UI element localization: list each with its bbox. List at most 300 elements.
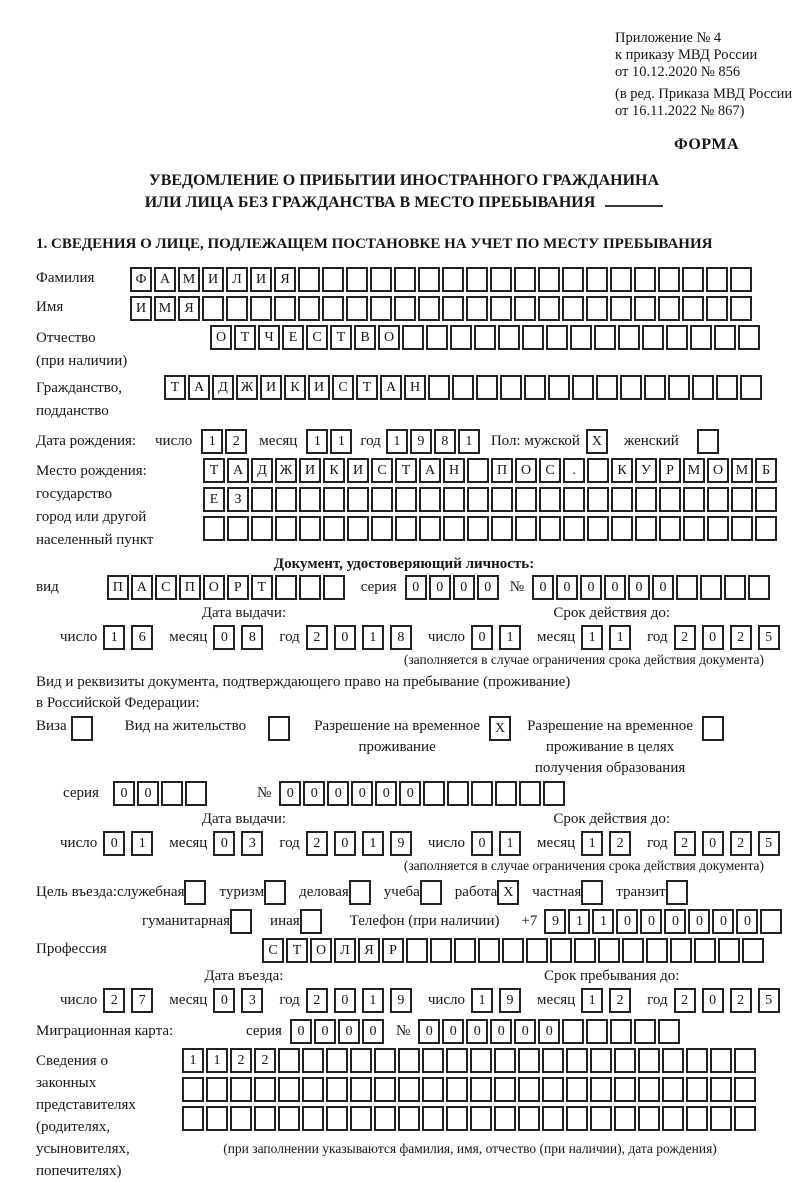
char-cell[interactable]: [346, 296, 368, 321]
char-cell[interactable]: М: [178, 267, 200, 292]
char-cell[interactable]: [702, 716, 724, 741]
char-cell[interactable]: [730, 267, 752, 292]
char-cell[interactable]: [570, 325, 592, 350]
char-cell[interactable]: 0: [532, 575, 554, 600]
char-cell[interactable]: [659, 516, 681, 541]
char-cell[interactable]: [694, 938, 716, 963]
char-cell[interactable]: [542, 1048, 564, 1073]
char-cell[interactable]: [638, 1106, 660, 1131]
char-cell[interactable]: 2: [306, 625, 328, 650]
char-cell[interactable]: [522, 325, 544, 350]
char-cell[interactable]: [227, 516, 249, 541]
char-cell[interactable]: [398, 1106, 420, 1131]
char-cell[interactable]: 0: [471, 831, 493, 856]
char-cell[interactable]: А: [131, 575, 153, 600]
char-cell[interactable]: [298, 267, 320, 292]
char-cell[interactable]: 0: [442, 1019, 464, 1044]
char-cell[interactable]: [446, 1106, 468, 1131]
char-cell[interactable]: [420, 880, 442, 905]
char-cell[interactable]: С: [332, 375, 354, 400]
char-cell[interactable]: [395, 487, 417, 512]
char-cell[interactable]: 0: [103, 831, 125, 856]
char-cell[interactable]: [548, 375, 570, 400]
char-cell[interactable]: [274, 296, 296, 321]
char-cell[interactable]: [206, 1077, 228, 1102]
char-cell[interactable]: 2: [306, 988, 328, 1013]
char-cell[interactable]: М: [154, 296, 176, 321]
char-cell[interactable]: Е: [203, 487, 225, 512]
char-cell[interactable]: [302, 1077, 324, 1102]
char-cell[interactable]: [350, 1106, 372, 1131]
char-cell[interactable]: О: [203, 575, 225, 600]
char-cell[interactable]: 6: [131, 625, 153, 650]
char-cell[interactable]: 2: [306, 831, 328, 856]
char-cell[interactable]: [322, 267, 344, 292]
char-cell[interactable]: 1: [182, 1048, 204, 1073]
char-cell[interactable]: 0: [556, 575, 578, 600]
char-cell[interactable]: 0: [736, 909, 758, 934]
char-cell[interactable]: X: [489, 716, 511, 741]
char-cell[interactable]: [494, 1106, 516, 1131]
char-cell[interactable]: 2: [674, 625, 696, 650]
char-cell[interactable]: О: [515, 458, 537, 483]
char-cell[interactable]: [467, 458, 489, 483]
char-cell[interactable]: [476, 375, 498, 400]
char-cell[interactable]: [614, 1077, 636, 1102]
char-cell[interactable]: [718, 938, 740, 963]
char-cell[interactable]: [419, 487, 441, 512]
char-cell[interactable]: [371, 487, 393, 512]
char-cell[interactable]: З: [227, 487, 249, 512]
char-cell[interactable]: [566, 1077, 588, 1102]
char-cell[interactable]: [494, 1077, 516, 1102]
char-cell[interactable]: [264, 880, 286, 905]
char-cell[interactable]: П: [179, 575, 201, 600]
char-cell[interactable]: X: [497, 880, 519, 905]
char-cell[interactable]: 0: [453, 575, 475, 600]
char-cell[interactable]: 2: [230, 1048, 252, 1073]
char-cell[interactable]: [594, 325, 616, 350]
char-cell[interactable]: [278, 1106, 300, 1131]
char-cell[interactable]: [760, 909, 782, 934]
char-cell[interactable]: 8: [390, 625, 412, 650]
char-cell[interactable]: Д: [212, 375, 234, 400]
char-cell[interactable]: [422, 1048, 444, 1073]
char-cell[interactable]: [302, 1048, 324, 1073]
char-cell[interactable]: 0: [279, 781, 301, 806]
char-cell[interactable]: С: [371, 458, 393, 483]
char-cell[interactable]: 0: [702, 831, 724, 856]
char-cell[interactable]: [326, 1106, 348, 1131]
char-cell[interactable]: 2: [674, 988, 696, 1013]
char-cell[interactable]: И: [347, 458, 369, 483]
char-cell[interactable]: [323, 575, 345, 600]
char-cell[interactable]: [278, 1077, 300, 1102]
char-cell[interactable]: [734, 1077, 756, 1102]
char-cell[interactable]: [422, 1077, 444, 1102]
char-cell[interactable]: [430, 938, 452, 963]
char-cell[interactable]: К: [323, 458, 345, 483]
char-cell[interactable]: [447, 781, 469, 806]
char-cell[interactable]: М: [731, 458, 753, 483]
char-cell[interactable]: [184, 880, 206, 905]
char-cell[interactable]: [614, 1106, 636, 1131]
char-cell[interactable]: 1: [103, 625, 125, 650]
char-cell[interactable]: О: [310, 938, 332, 963]
char-cell[interactable]: [566, 1048, 588, 1073]
char-cell[interactable]: 3: [241, 988, 263, 1013]
char-cell[interactable]: И: [308, 375, 330, 400]
char-cell[interactable]: [467, 516, 489, 541]
char-cell[interactable]: [755, 516, 777, 541]
char-cell[interactable]: 0: [351, 781, 373, 806]
char-cell[interactable]: [299, 516, 321, 541]
char-cell[interactable]: [275, 516, 297, 541]
char-cell[interactable]: [734, 1048, 756, 1073]
char-cell[interactable]: [706, 267, 728, 292]
char-cell[interactable]: [563, 487, 585, 512]
char-cell[interactable]: 1: [592, 909, 614, 934]
char-cell[interactable]: [350, 1048, 372, 1073]
char-cell[interactable]: [697, 429, 719, 454]
char-cell[interactable]: [683, 487, 705, 512]
char-cell[interactable]: [642, 325, 664, 350]
char-cell[interactable]: [467, 487, 489, 512]
char-cell[interactable]: 0: [137, 781, 159, 806]
char-cell[interactable]: С: [539, 458, 561, 483]
char-cell[interactable]: Д: [251, 458, 273, 483]
char-cell[interactable]: 1: [362, 831, 384, 856]
char-cell[interactable]: Т: [356, 375, 378, 400]
char-cell[interactable]: [398, 1048, 420, 1073]
char-cell[interactable]: [374, 1106, 396, 1131]
char-cell[interactable]: [299, 575, 321, 600]
char-cell[interactable]: [182, 1106, 204, 1131]
char-cell[interactable]: 0: [688, 909, 710, 934]
char-cell[interactable]: [419, 516, 441, 541]
char-cell[interactable]: [471, 781, 493, 806]
char-cell[interactable]: [418, 267, 440, 292]
char-cell[interactable]: [686, 1048, 708, 1073]
char-cell[interactable]: [538, 267, 560, 292]
char-cell[interactable]: [490, 296, 512, 321]
char-cell[interactable]: [443, 516, 465, 541]
char-cell[interactable]: 0: [429, 575, 451, 600]
char-cell[interactable]: 0: [362, 1019, 384, 1044]
char-cell[interactable]: Т: [234, 325, 256, 350]
char-cell[interactable]: [347, 487, 369, 512]
char-cell[interactable]: 9: [390, 831, 412, 856]
char-cell[interactable]: X: [586, 429, 608, 454]
char-cell[interactable]: [658, 267, 680, 292]
char-cell[interactable]: [394, 267, 416, 292]
char-cell[interactable]: И: [202, 267, 224, 292]
char-cell[interactable]: 2: [730, 625, 752, 650]
char-cell[interactable]: 0: [303, 781, 325, 806]
char-cell[interactable]: [731, 487, 753, 512]
char-cell[interactable]: О: [378, 325, 400, 350]
char-cell[interactable]: [700, 575, 722, 600]
char-cell[interactable]: [662, 1048, 684, 1073]
char-cell[interactable]: [543, 781, 565, 806]
char-cell[interactable]: 0: [418, 1019, 440, 1044]
char-cell[interactable]: 9: [410, 429, 432, 454]
char-cell[interactable]: Т: [395, 458, 417, 483]
char-cell[interactable]: [706, 296, 728, 321]
char-cell[interactable]: [683, 516, 705, 541]
char-cell[interactable]: [572, 375, 594, 400]
char-cell[interactable]: [590, 1077, 612, 1102]
char-cell[interactable]: М: [683, 458, 705, 483]
char-cell[interactable]: [466, 267, 488, 292]
char-cell[interactable]: [371, 516, 393, 541]
char-cell[interactable]: [542, 1106, 564, 1131]
char-cell[interactable]: О: [707, 458, 729, 483]
char-cell[interactable]: 0: [604, 575, 626, 600]
char-cell[interactable]: А: [227, 458, 249, 483]
char-cell[interactable]: [470, 1077, 492, 1102]
char-cell[interactable]: [550, 938, 572, 963]
char-cell[interactable]: 2: [730, 831, 752, 856]
char-cell[interactable]: [230, 909, 252, 934]
char-cell[interactable]: [185, 781, 207, 806]
char-cell[interactable]: П: [107, 575, 129, 600]
char-cell[interactable]: 0: [314, 1019, 336, 1044]
char-cell[interactable]: [587, 458, 609, 483]
char-cell[interactable]: 2: [730, 988, 752, 1013]
char-cell[interactable]: [707, 516, 729, 541]
char-cell[interactable]: [635, 487, 657, 512]
char-cell[interactable]: [539, 516, 561, 541]
char-cell[interactable]: [71, 716, 93, 741]
char-cell[interactable]: 5: [758, 831, 780, 856]
char-cell[interactable]: [402, 325, 424, 350]
char-cell[interactable]: 0: [640, 909, 662, 934]
char-cell[interactable]: 1: [362, 988, 384, 1013]
char-cell[interactable]: [230, 1106, 252, 1131]
char-cell[interactable]: [742, 938, 764, 963]
char-cell[interactable]: [346, 267, 368, 292]
char-cell[interactable]: [370, 267, 392, 292]
char-cell[interactable]: [610, 267, 632, 292]
char-cell[interactable]: 2: [225, 429, 247, 454]
char-cell[interactable]: А: [380, 375, 402, 400]
char-cell[interactable]: У: [635, 458, 657, 483]
char-cell[interactable]: [514, 296, 536, 321]
char-cell[interactable]: 2: [254, 1048, 276, 1073]
char-cell[interactable]: [202, 296, 224, 321]
char-cell[interactable]: [443, 487, 465, 512]
char-cell[interactable]: 0: [334, 831, 356, 856]
char-cell[interactable]: [662, 1106, 684, 1131]
char-cell[interactable]: [275, 487, 297, 512]
char-cell[interactable]: [515, 487, 537, 512]
char-cell[interactable]: [590, 1048, 612, 1073]
char-cell[interactable]: [446, 1048, 468, 1073]
char-cell[interactable]: [610, 1019, 632, 1044]
char-cell[interactable]: [686, 1077, 708, 1102]
char-cell[interactable]: [491, 487, 513, 512]
char-cell[interactable]: [470, 1106, 492, 1131]
char-cell[interactable]: К: [611, 458, 633, 483]
char-cell[interactable]: [250, 296, 272, 321]
char-cell[interactable]: [422, 1106, 444, 1131]
char-cell[interactable]: 8: [241, 625, 263, 650]
char-cell[interactable]: Ж: [275, 458, 297, 483]
char-cell[interactable]: [466, 296, 488, 321]
char-cell[interactable]: 1: [499, 831, 521, 856]
char-cell[interactable]: [254, 1106, 276, 1131]
char-cell[interactable]: 1: [581, 831, 603, 856]
char-cell[interactable]: [738, 325, 760, 350]
char-cell[interactable]: 1: [306, 429, 328, 454]
char-cell[interactable]: [326, 1077, 348, 1102]
char-cell[interactable]: 1: [330, 429, 352, 454]
char-cell[interactable]: [734, 1106, 756, 1131]
char-cell[interactable]: [518, 1048, 540, 1073]
char-cell[interactable]: 0: [514, 1019, 536, 1044]
char-cell[interactable]: [618, 325, 640, 350]
char-cell[interactable]: [406, 938, 428, 963]
char-cell[interactable]: [748, 575, 770, 600]
char-cell[interactable]: 2: [609, 831, 631, 856]
char-cell[interactable]: 2: [674, 831, 696, 856]
char-cell[interactable]: [278, 1048, 300, 1073]
char-cell[interactable]: [394, 296, 416, 321]
char-cell[interactable]: [515, 516, 537, 541]
char-cell[interactable]: [638, 1048, 660, 1073]
char-cell[interactable]: [724, 575, 746, 600]
char-cell[interactable]: 0: [399, 781, 421, 806]
char-cell[interactable]: [203, 516, 225, 541]
char-cell[interactable]: 0: [334, 988, 356, 1013]
char-cell[interactable]: 7: [131, 988, 153, 1013]
char-cell[interactable]: [226, 296, 248, 321]
char-cell[interactable]: [710, 1048, 732, 1073]
char-cell[interactable]: [562, 267, 584, 292]
char-cell[interactable]: 0: [213, 831, 235, 856]
char-cell[interactable]: [566, 1106, 588, 1131]
char-cell[interactable]: О: [210, 325, 232, 350]
char-cell[interactable]: .: [563, 458, 585, 483]
char-cell[interactable]: [374, 1048, 396, 1073]
char-cell[interactable]: 0: [113, 781, 135, 806]
char-cell[interactable]: [323, 516, 345, 541]
char-cell[interactable]: 5: [758, 625, 780, 650]
char-cell[interactable]: Т: [203, 458, 225, 483]
char-cell[interactable]: [526, 938, 548, 963]
char-cell[interactable]: [450, 325, 472, 350]
char-cell[interactable]: [574, 938, 596, 963]
char-cell[interactable]: [634, 267, 656, 292]
char-cell[interactable]: Л: [226, 267, 248, 292]
char-cell[interactable]: 9: [390, 988, 412, 1013]
char-cell[interactable]: 0: [327, 781, 349, 806]
char-cell[interactable]: 1: [568, 909, 590, 934]
char-cell[interactable]: 1: [581, 988, 603, 1013]
char-cell[interactable]: С: [306, 325, 328, 350]
char-cell[interactable]: 0: [664, 909, 686, 934]
char-cell[interactable]: [662, 1077, 684, 1102]
char-cell[interactable]: [587, 487, 609, 512]
char-cell[interactable]: [370, 296, 392, 321]
char-cell[interactable]: П: [491, 458, 513, 483]
char-cell[interactable]: [638, 1077, 660, 1102]
char-cell[interactable]: [470, 1048, 492, 1073]
char-cell[interactable]: 9: [499, 988, 521, 1013]
char-cell[interactable]: [518, 1106, 540, 1131]
char-cell[interactable]: [586, 267, 608, 292]
char-cell[interactable]: [658, 1019, 680, 1044]
char-cell[interactable]: [299, 487, 321, 512]
char-cell[interactable]: И: [250, 267, 272, 292]
char-cell[interactable]: Л: [334, 938, 356, 963]
char-cell[interactable]: Я: [358, 938, 380, 963]
char-cell[interactable]: Н: [404, 375, 426, 400]
char-cell[interactable]: [374, 1077, 396, 1102]
char-cell[interactable]: Т: [251, 575, 273, 600]
char-cell[interactable]: 9: [544, 909, 566, 934]
char-cell[interactable]: [598, 938, 620, 963]
char-cell[interactable]: 0: [405, 575, 427, 600]
char-cell[interactable]: 0: [702, 625, 724, 650]
char-cell[interactable]: [478, 938, 500, 963]
char-cell[interactable]: 0: [628, 575, 650, 600]
char-cell[interactable]: 0: [338, 1019, 360, 1044]
char-cell[interactable]: [668, 375, 690, 400]
char-cell[interactable]: [716, 375, 738, 400]
char-cell[interactable]: 1: [499, 625, 521, 650]
char-cell[interactable]: [230, 1077, 252, 1102]
char-cell[interactable]: Т: [164, 375, 186, 400]
char-cell[interactable]: [426, 325, 448, 350]
char-cell[interactable]: [690, 325, 712, 350]
char-cell[interactable]: [395, 516, 417, 541]
char-cell[interactable]: 1: [471, 988, 493, 1013]
char-cell[interactable]: Р: [382, 938, 404, 963]
char-cell[interactable]: [349, 880, 371, 905]
char-cell[interactable]: [658, 296, 680, 321]
char-cell[interactable]: [581, 880, 603, 905]
char-cell[interactable]: [251, 487, 273, 512]
char-cell[interactable]: [398, 1077, 420, 1102]
char-cell[interactable]: [275, 575, 297, 600]
char-cell[interactable]: [563, 516, 585, 541]
char-cell[interactable]: Ч: [258, 325, 280, 350]
char-cell[interactable]: 0: [375, 781, 397, 806]
char-cell[interactable]: Т: [330, 325, 352, 350]
char-cell[interactable]: Ж: [236, 375, 258, 400]
char-cell[interactable]: [731, 516, 753, 541]
char-cell[interactable]: [714, 325, 736, 350]
char-cell[interactable]: 0: [616, 909, 638, 934]
char-cell[interactable]: 0: [213, 988, 235, 1013]
char-cell[interactable]: [514, 267, 536, 292]
char-cell[interactable]: 1: [131, 831, 153, 856]
char-cell[interactable]: [659, 487, 681, 512]
char-cell[interactable]: [707, 487, 729, 512]
char-cell[interactable]: Ф: [130, 267, 152, 292]
char-cell[interactable]: [268, 716, 290, 741]
char-cell[interactable]: [710, 1106, 732, 1131]
char-cell[interactable]: [634, 296, 656, 321]
char-cell[interactable]: [587, 516, 609, 541]
char-cell[interactable]: [586, 296, 608, 321]
char-cell[interactable]: 1: [609, 625, 631, 650]
char-cell[interactable]: А: [188, 375, 210, 400]
char-cell[interactable]: 1: [206, 1048, 228, 1073]
char-cell[interactable]: 1: [362, 625, 384, 650]
